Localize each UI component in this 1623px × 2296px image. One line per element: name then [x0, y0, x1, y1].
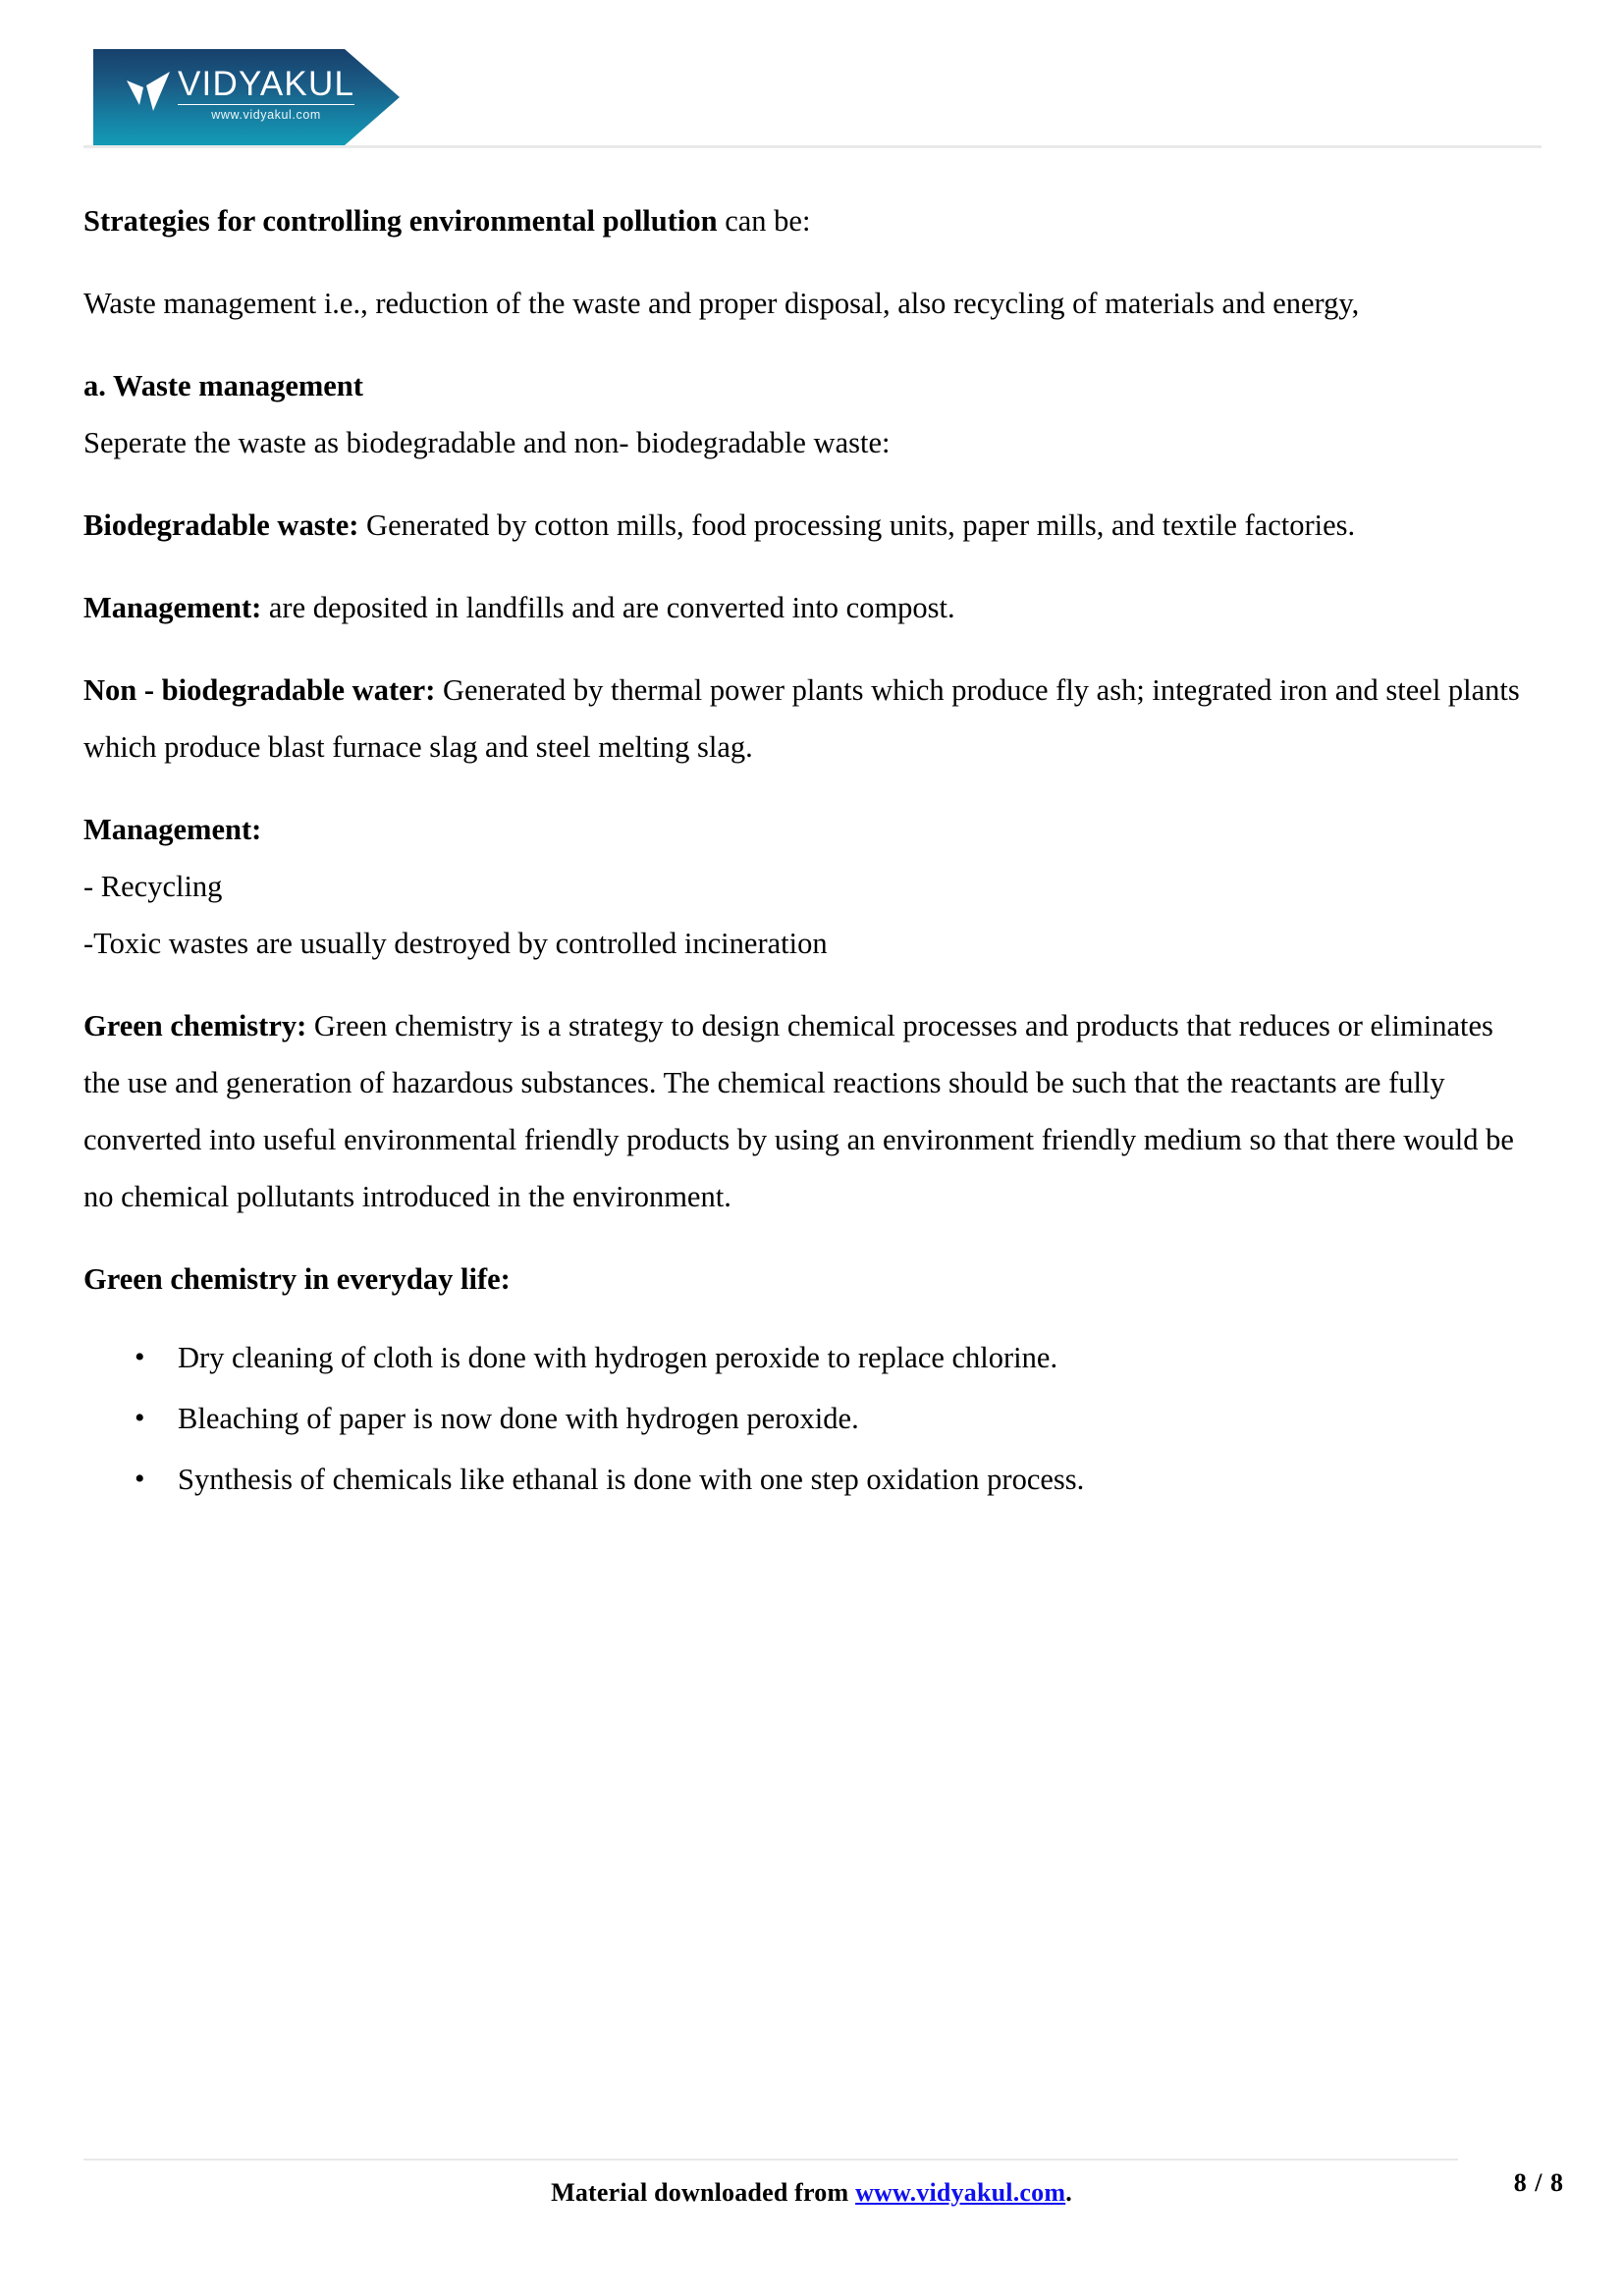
footer-divider — [83, 2159, 1458, 2161]
footer-attribution — [0, 2178, 1623, 2208]
biodegradable-management-text: are deposited in landfills and are converted into compost. — [261, 591, 955, 624]
logo-brand-name: VIDYAKUL — [178, 65, 355, 103]
list-item: • Bleaching of paper is now done with hydrogen peroxide. — [178, 1390, 1546, 1447]
management-toxic-line: -Toxic wastes are usually destroyed by controlled incineration — [83, 927, 828, 960]
green-chemistry-text: Green chemistry is a strategy to design chemical processes and products that reduces or eliminates the use and generation of hazardous substances. The chemical reactions should be such that the reactants are fully converted into useful environmental friendly products by using an environment friendly medium so that there would be no chemical pollutants introduced in the environment. — [83, 1009, 1514, 1213]
vidyakul-logo[interactable] — [93, 49, 400, 145]
everyday-life-heading: Green chemistry in everyday life: — [83, 1262, 511, 1296]
biodegradable-management-paragraph — [83, 579, 1522, 636]
logo-text — [178, 67, 354, 122]
logo-website-url: www.vidyakul.com — [211, 108, 321, 122]
green-chemistry-label: Green chemistry: — [83, 1009, 307, 1042]
page-header — [0, 0, 1623, 149]
vidyakul-website-link[interactable]: www.vidyakul.com — [855, 2178, 1066, 2207]
footer-prefix: Material downloaded from — [551, 2178, 856, 2207]
list-item: • Dry cleaning of cloth is done with hydrogen peroxide to replace chlorine. — [178, 1329, 1546, 1386]
logo-content — [127, 67, 354, 122]
checkmark-swoosh-icon — [127, 72, 172, 113]
non-biodegradable-text: Generated by thermal power plants which produce fly ash; integrated iron and steel plants which produce blast furnace slag and steel melting slag. — [83, 673, 1520, 764]
biodegradable-paragraph — [83, 497, 1522, 554]
waste-intro-paragraph: Waste management i.e., reduction of the waste and proper disposal, also recycling of materials and energy, — [83, 287, 1360, 320]
section-a-heading: a. Waste management — [83, 369, 363, 402]
non-biodegradable-management-heading: Management: — [83, 813, 262, 846]
intro-rest: can be: — [717, 204, 811, 238]
biodegradable-label: Biodegradable waste: — [83, 508, 359, 542]
section-a-line: Seperate the waste as biodegradable and non- biodegradable waste: — [83, 426, 891, 459]
page-number: 8 / 8 — [1513, 2168, 1564, 2197]
page-footer — [0, 2139, 1623, 2296]
biodegradable-management-label: Management: — [83, 591, 262, 624]
header-divider — [83, 145, 1542, 148]
everyday-life-list — [83, 1329, 1546, 1508]
green-chemistry-paragraph — [83, 997, 1522, 1225]
intro-paragraph — [83, 192, 1522, 249]
list-item: • Synthesis of chemicals like ethanal is done with one step oxidation process. — [178, 1451, 1546, 1508]
non-biodegradable-paragraph — [83, 662, 1522, 775]
non-biodegradable-label: Non - biodegradable water: — [83, 673, 436, 707]
footer-suffix: . — [1065, 2178, 1072, 2207]
document-content — [83, 192, 1546, 1512]
management-recycling-line: - Recycling — [83, 870, 223, 903]
intro-bold-lead: Strategies for controlling environmental pollution — [83, 204, 718, 238]
biodegradable-text: Generated by cotton mills, food processing units, paper mills, and textile factories. — [358, 508, 1356, 542]
